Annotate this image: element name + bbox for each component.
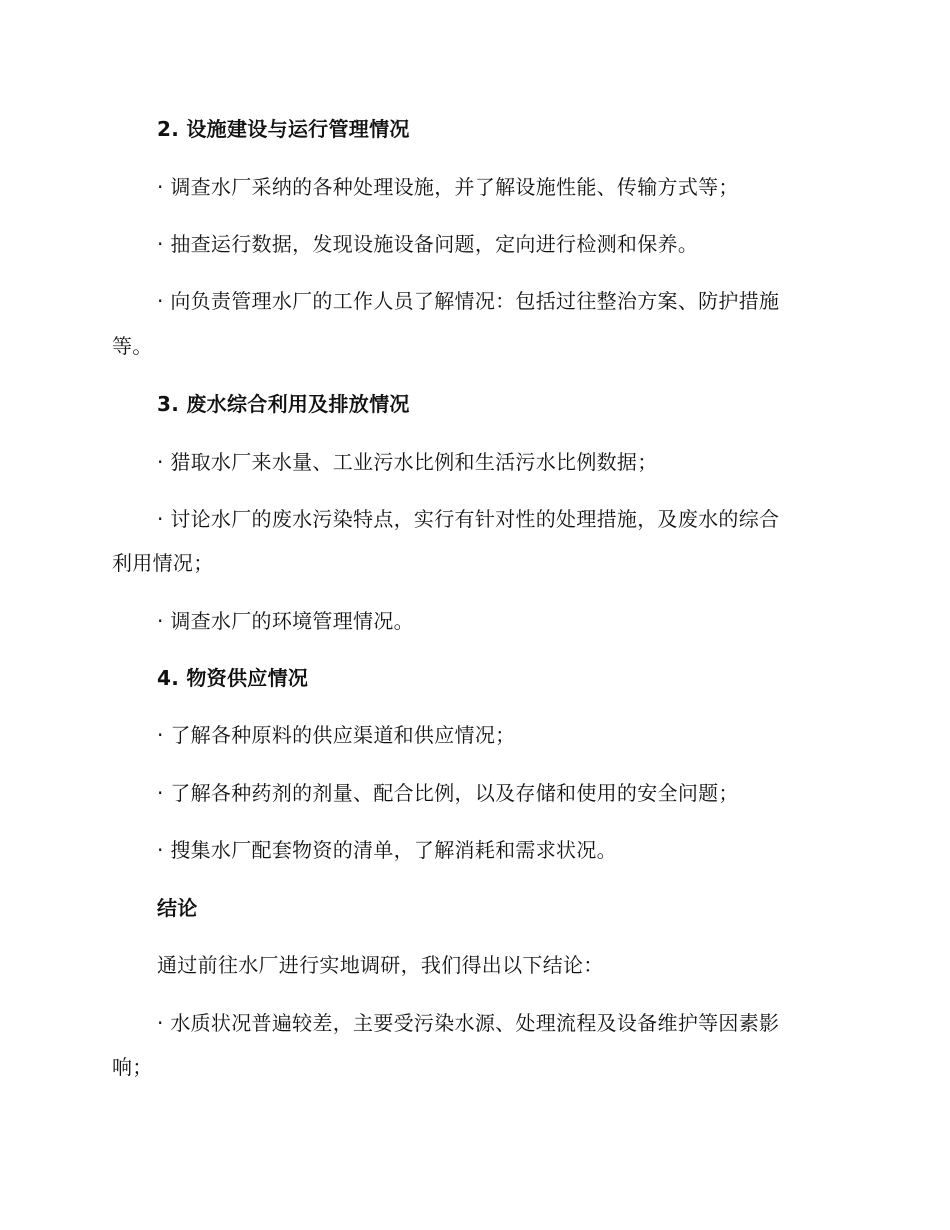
- conclusion-intro: 通过前往水厂进行实地调研，我们得出以下结论：: [157, 953, 604, 977]
- list-item: · 讨论水厂的废水污染特点，实行有针对性的处理措施，及废水的综合: [157, 507, 780, 531]
- section-heading-4: 4. 物资供应情况: [157, 666, 309, 690]
- conclusion-heading: 结论: [157, 896, 198, 920]
- list-item: · 向负责管理水厂的工作人员了解情况：包括过往整治方案、防护措施: [157, 289, 780, 313]
- list-item: · 抽查运行数据，发现设施设备问题，定向进行检测和保养。: [157, 232, 699, 256]
- list-item: · 调查水厂的环境管理情况。: [157, 609, 414, 633]
- list-item-continuation: 响；: [112, 1055, 153, 1079]
- list-item-continuation: 利用情况；: [112, 551, 214, 575]
- list-item: · 水质状况普遍较差，主要受污染水源、处理流程及设备维护等因素影: [157, 1011, 780, 1035]
- section-heading-3: 3. 废水综合利用及排放情况: [157, 392, 410, 416]
- section-heading-2: 2. 设施建设与运行管理情况: [157, 117, 410, 141]
- list-item: · 猎取水厂来水量、工业污水比例和生活污水比例数据；: [157, 450, 658, 474]
- list-item: · 了解各种原料的供应渠道和供应情况；: [157, 723, 516, 747]
- list-item: · 调查水厂采纳的各种处理设施，并了解设施性能、传输方式等；: [157, 175, 739, 199]
- list-item-continuation: 等。: [112, 334, 153, 358]
- list-item: · 了解各种药剂的剂量、配合比例，以及存储和使用的安全问题；: [157, 781, 739, 805]
- list-item: · 搜集水厂配套物资的清单，了解消耗和需求状况。: [157, 838, 617, 862]
